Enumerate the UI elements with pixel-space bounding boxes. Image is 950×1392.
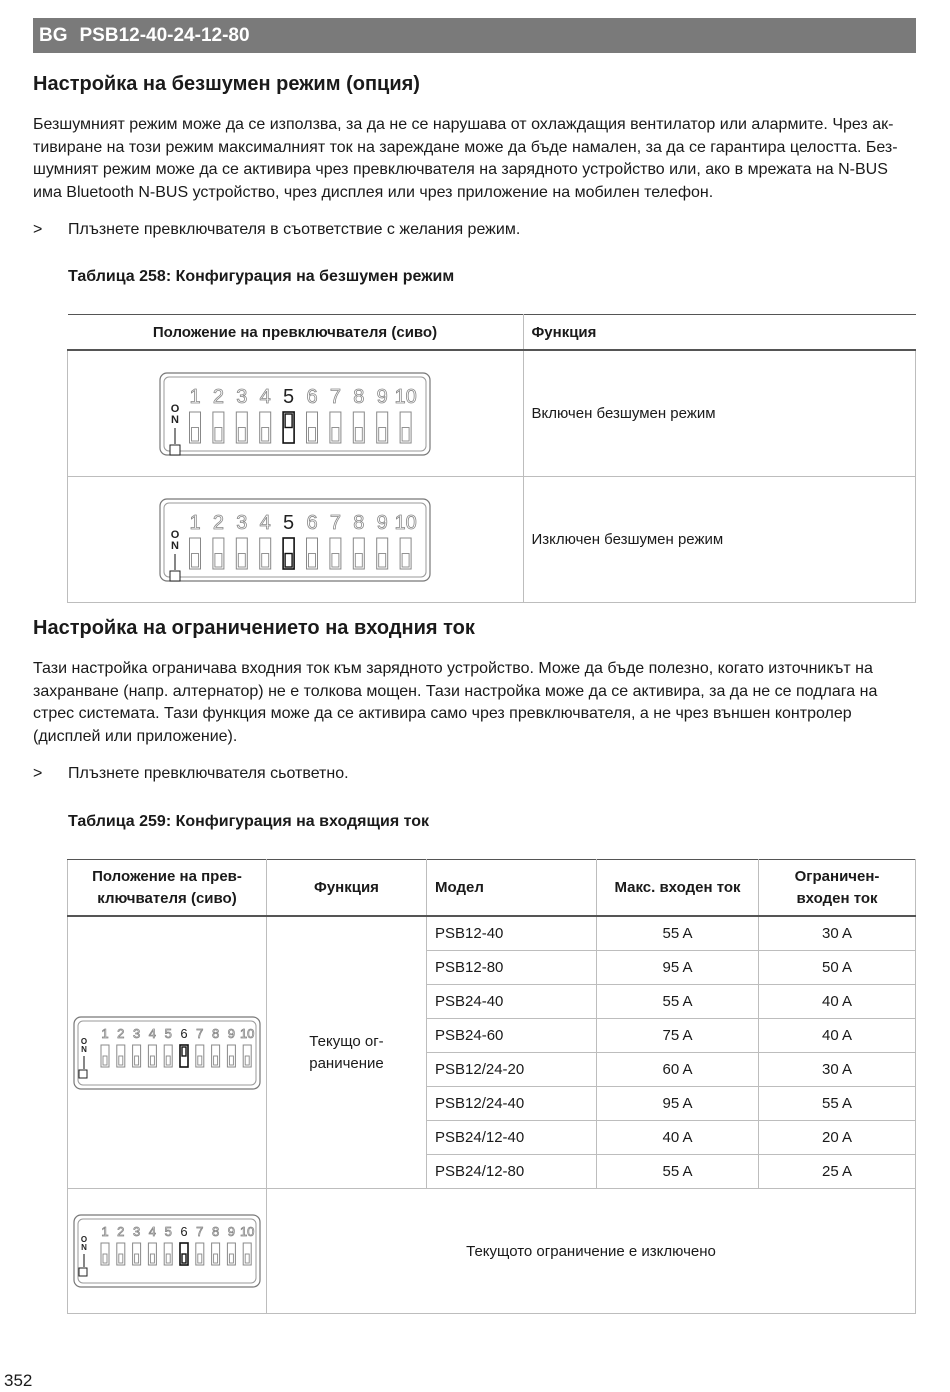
dip-on-label: O N: [80, 1036, 88, 1054]
dip-number: 5: [283, 385, 295, 408]
instruction-bullet: [33, 221, 520, 239]
dip-number: 6: [306, 385, 318, 408]
table-row: [68, 350, 916, 477]
header-line: Положение на прев-: [92, 867, 242, 885]
function-line: раничение: [309, 1054, 384, 1072]
dip-knob: [229, 1056, 233, 1065]
page-number: 352: [4, 1371, 33, 1390]
dip-knob: [245, 1056, 249, 1065]
page-header: [33, 18, 916, 53]
dip-switch-5-off: [68, 477, 524, 603]
dip-knob: [135, 1056, 139, 1065]
dip-knob: [103, 1254, 107, 1263]
para-line: тивиране на този режим максималният ток на зареждане може да бъде намален, за да се гарантира целостта. Без-: [33, 138, 898, 156]
dip-number: 4: [259, 385, 272, 408]
para-line: Безшумният режим може да се използва, за да не се нарушава от охлаждащия вентилатор или алармите. Чрез ак-: [33, 116, 894, 133]
para-line: (дисплей или приложение).: [33, 727, 238, 745]
model-cell: PSB24/12-40: [427, 1121, 597, 1155]
dip-knob: [150, 1254, 154, 1263]
dip-number: 10: [239, 1025, 255, 1041]
limit-current-cell: 30 A: [759, 1053, 916, 1087]
bullet-text: Плъзнете превключвателя в съответствие с желания режим.: [68, 221, 521, 238]
para-line: има Bluetooth N-BUS устройство, чрез дисплея или чрез приложение на мобилен телефон.: [33, 183, 714, 201]
limit-current-cell: 50 A: [759, 951, 916, 985]
function-cell: Изключен безшумен режим: [523, 477, 916, 603]
header-line: ключвателя (сиво): [97, 889, 237, 907]
dip-knob: [229, 1254, 233, 1263]
limit-current-cell: 30 A: [759, 916, 916, 951]
dip-number: 9: [227, 1025, 236, 1041]
dip-number: 10: [394, 511, 417, 534]
silent-mode-description: [33, 114, 915, 204]
model-cell: PSB24/12-80: [427, 1155, 597, 1189]
dip-number: 8: [353, 385, 365, 408]
language-code: BG: [39, 24, 68, 46]
max-current-cell: 95 A: [597, 951, 759, 985]
dip-knob: [262, 427, 269, 441]
dip-number: 6: [180, 1224, 188, 1239]
max-current-cell: 55 A: [597, 1155, 759, 1189]
model-title: PSB12-40-24-12-80: [79, 24, 250, 46]
dip-knob: [192, 427, 199, 441]
dip-knob: [192, 553, 199, 567]
input-current-description: [33, 658, 915, 748]
dip-number: 2: [117, 1224, 125, 1239]
dip-number: 1: [101, 1224, 109, 1239]
dip-number: 5: [283, 511, 295, 534]
dip-knob: [356, 553, 363, 567]
dip-knob: [119, 1254, 123, 1263]
table-caption-258: Таблица 258: Конфигурация на безшумен режим: [68, 268, 455, 285]
column-header-function: Функция: [267, 860, 427, 917]
dip-number: 8: [211, 1025, 220, 1041]
dip-knob: [262, 553, 269, 567]
dip-number: 2: [213, 385, 225, 408]
dip-knob: [182, 1047, 186, 1056]
dip-number: 10: [394, 385, 417, 408]
dip-knob: [119, 1056, 123, 1065]
dip-knob: [285, 414, 292, 428]
input-current-table: [67, 859, 916, 1314]
dip-knob: [402, 553, 409, 567]
dip-knob: [215, 553, 222, 567]
dip-knob: [285, 553, 292, 567]
dip-knob: [166, 1254, 170, 1263]
dip-number: 6: [180, 1025, 188, 1041]
dip-switch-6-off: [68, 1189, 267, 1314]
column-header-model: Модел: [427, 860, 597, 917]
dip-number: 9: [376, 511, 389, 534]
dip-on-label: O N: [170, 528, 180, 552]
dip-knob: [135, 1254, 139, 1263]
silent-mode-table: [67, 314, 916, 603]
dip-number: 9: [376, 385, 389, 408]
limit-current-cell: 20 A: [759, 1121, 916, 1155]
para-line: захранване (напр. алтернатор) не е толкова мощен. Тази настройка може да се активира, за да не се подлага на: [33, 682, 878, 700]
dip-number: 9: [227, 1224, 236, 1239]
max-current-cell: 40 A: [597, 1121, 759, 1155]
table-row: [68, 477, 916, 603]
table-row: [68, 916, 916, 951]
dip-knob: [309, 427, 316, 441]
dip-knob: [379, 427, 386, 441]
limit-current-cell: 40 A: [759, 985, 916, 1019]
function-cell: Включен безшумен режим: [523, 350, 916, 477]
column-header-max: Макс. входен ток: [597, 860, 759, 917]
dip-number: 10: [239, 1224, 255, 1239]
dip-number: 3: [236, 385, 248, 408]
dip-number: 5: [164, 1224, 172, 1239]
para-line: Тази настройка ограничава входния ток към зарядното устройство. Може да бъде полезно, когато източникът на: [33, 660, 873, 677]
header-line: Ограничен-: [794, 867, 880, 885]
dip-number: 7: [196, 1025, 204, 1041]
dip-knob: [215, 427, 222, 441]
dip-number: 1: [189, 385, 201, 408]
model-cell: PSB12-40: [427, 916, 597, 951]
model-cell: PSB12/24-20: [427, 1053, 597, 1087]
dip-number: 2: [213, 511, 225, 534]
model-cell: PSB12-80: [427, 951, 597, 985]
dip-number: 3: [132, 1224, 141, 1239]
disabled-text-cell: Текущото ограничение е изключено: [267, 1189, 916, 1314]
max-current-cell: 75 A: [597, 1019, 759, 1053]
dip-number: 4: [259, 511, 272, 534]
dip-knob: [402, 427, 409, 441]
dip-switch-5-on: [68, 350, 524, 477]
dip-number: 7: [196, 1224, 204, 1239]
column-header-limit: [759, 860, 916, 917]
dip-number: 1: [101, 1025, 109, 1041]
dip-number: 5: [164, 1025, 172, 1041]
model-cell: PSB12/24-40: [427, 1087, 597, 1121]
dip-knob: [198, 1254, 202, 1263]
dip-on-label: O N: [80, 1235, 88, 1252]
section-title-input-current: Настройка на ограничението на входния ток: [33, 617, 475, 639]
model-cell: PSB24-40: [427, 985, 597, 1019]
dip-knob: [239, 553, 246, 567]
dip-knob: [214, 1056, 218, 1065]
dip-knob: [245, 1254, 249, 1263]
dip-number: 6: [306, 511, 318, 534]
limit-current-cell: 25 A: [759, 1155, 916, 1189]
bullet-mark: >: [33, 221, 43, 238]
para-line: стрес системата. Тази функция може да се активира само чрез превключвателя, а не чрез външен контролер: [33, 705, 852, 723]
dip-knob: [309, 553, 316, 567]
dip-number: 7: [330, 385, 342, 408]
max-current-cell: 55 A: [597, 985, 759, 1019]
dip-number: 4: [148, 1224, 157, 1239]
table-caption-259: Таблица 259: Конфигурация на входящия ток: [68, 813, 430, 830]
max-current-cell: 60 A: [597, 1053, 759, 1087]
dip-knob: [182, 1254, 186, 1263]
dip-number: 2: [117, 1025, 125, 1041]
dip-number: 3: [132, 1025, 141, 1041]
dip-number: 1: [189, 511, 201, 534]
bullet-mark: >: [33, 765, 43, 782]
dip-knob: [166, 1056, 170, 1065]
dip-knob: [239, 427, 246, 441]
dip-knob: [379, 553, 386, 567]
header-line: входен ток: [796, 889, 878, 907]
model-cell: PSB24-60: [427, 1019, 597, 1053]
dip-number: 4: [148, 1025, 157, 1041]
dip-knob: [103, 1056, 107, 1065]
dip-number: 8: [353, 511, 365, 534]
column-header-switch: [68, 860, 267, 917]
dip-on-label: O N: [170, 402, 180, 426]
dip-knob: [332, 553, 339, 567]
function-cell: [267, 916, 427, 1189]
dip-knob: [332, 427, 339, 441]
instruction-bullet: [33, 765, 349, 783]
dip-knob: [214, 1254, 218, 1263]
dip-knob: [356, 427, 363, 441]
table-row: [68, 1189, 916, 1314]
dip-number: 7: [330, 511, 342, 534]
limit-current-cell: 55 A: [759, 1087, 916, 1121]
limit-current-cell: 40 A: [759, 1019, 916, 1053]
function-line: Текущо ог-: [309, 1032, 384, 1050]
dip-number: 8: [211, 1224, 220, 1239]
dip-knob: [198, 1056, 202, 1065]
dip-number: 3: [236, 511, 248, 534]
para-line: шумният режим може да се активира чрез превключвателя на зарядното устройство или, ако в мрежата на N-BUS: [33, 161, 888, 179]
column-header: Функция: [523, 315, 916, 351]
max-current-cell: 55 A: [597, 916, 759, 951]
dip-knob: [150, 1056, 154, 1065]
section-title-silent-mode: Настройка на безшумен режим (опция): [33, 73, 420, 95]
max-current-cell: 95 A: [597, 1087, 759, 1121]
dip-switch-6-limited: [68, 916, 267, 1189]
bullet-text: Плъзнете превключвателя сьответно.: [68, 765, 349, 782]
column-header: Положение на превключвателя (сиво): [68, 315, 524, 351]
